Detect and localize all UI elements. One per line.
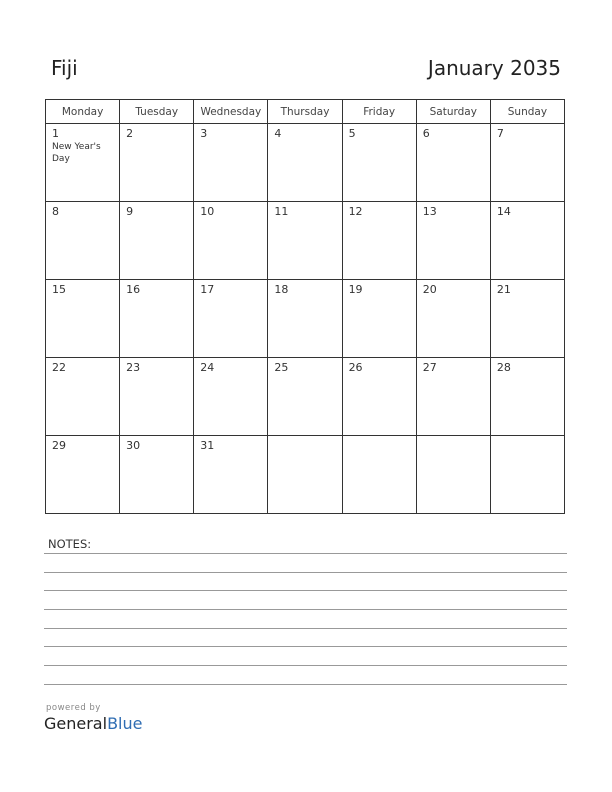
day-number: 25 [274, 361, 289, 374]
day-cell [268, 358, 342, 436]
week-row [46, 436, 565, 514]
day-cell [120, 124, 194, 202]
day-number: 16 [126, 283, 141, 296]
day-cell [490, 280, 564, 358]
weekday-header: Wednesday [194, 100, 268, 124]
day-cell [194, 436, 268, 514]
notes-line [44, 590, 567, 591]
day-cell [490, 124, 564, 202]
day-number: 26 [348, 361, 363, 374]
day-number: 22 [52, 361, 66, 374]
notes-line [44, 646, 567, 647]
brand-logo [44, 703, 142, 733]
day-number: 2 [126, 127, 134, 140]
day-cell [416, 202, 490, 280]
day-cell [46, 436, 120, 514]
brand-general: General [44, 714, 108, 733]
day-cell [194, 202, 268, 280]
day-cell [46, 124, 120, 202]
day-number: 19 [348, 283, 363, 296]
day-number: 6 [422, 127, 430, 140]
day-number: 1 [52, 127, 59, 140]
day-number: 20 [422, 283, 437, 296]
day-cell [342, 280, 416, 358]
day-cell [46, 202, 120, 280]
notes-label: NOTES: [48, 537, 92, 551]
day-number: 12 [348, 205, 363, 218]
brand-name [44, 714, 142, 733]
day-number: 7 [496, 127, 504, 140]
day-cell [268, 280, 342, 358]
empty-day-cell [268, 436, 342, 514]
month-year-title: January 2035 [427, 56, 561, 80]
day-number: 23 [126, 361, 141, 374]
day-number: 31 [200, 439, 215, 452]
weekday-header: Monday [46, 100, 120, 124]
day-cell [120, 436, 194, 514]
day-cell [46, 358, 120, 436]
day-number: 17 [200, 283, 215, 296]
brand-blue: Blue [107, 714, 143, 733]
day-cell [490, 358, 564, 436]
day-number: 11 [274, 205, 289, 218]
day-cell [120, 280, 194, 358]
day-cell [268, 124, 342, 202]
day-number: 28 [496, 361, 511, 374]
day-cell [120, 358, 194, 436]
notes-line [44, 609, 567, 610]
notes-line [44, 684, 567, 685]
day-number: 24 [200, 361, 215, 374]
week-row [46, 202, 565, 280]
day-number: 14 [496, 205, 511, 218]
notes-line [44, 628, 567, 629]
notes-line [44, 572, 567, 573]
day-number: 18 [274, 283, 289, 296]
day-number: 21 [496, 283, 511, 296]
week-row [46, 124, 565, 202]
weekday-header-row [46, 100, 565, 124]
day-number: 15 [52, 283, 66, 296]
day-cell [416, 124, 490, 202]
empty-day-cell [490, 436, 564, 514]
week-row [46, 358, 565, 436]
weekday-header: Sunday [490, 100, 564, 124]
weekday-header: Saturday [416, 100, 490, 124]
day-number: 10 [200, 205, 215, 218]
day-cell [490, 202, 564, 280]
day-number: 4 [274, 127, 282, 140]
day-cell [268, 202, 342, 280]
weekday-header: Thursday [268, 100, 342, 124]
notes-line [44, 553, 567, 554]
day-number: 27 [422, 361, 437, 374]
country-title: Fiji [51, 56, 78, 80]
day-cell [416, 280, 490, 358]
day-cell [194, 358, 268, 436]
day-number: 29 [52, 439, 66, 452]
day-cell [342, 202, 416, 280]
empty-day-cell [416, 436, 490, 514]
weekday-header: Friday [342, 100, 416, 124]
day-cell [194, 124, 268, 202]
day-number: 5 [348, 127, 356, 140]
calendar-grid [45, 99, 565, 514]
day-cell [120, 202, 194, 280]
notes-line [44, 665, 567, 666]
empty-day-cell [342, 436, 416, 514]
day-number: 13 [422, 205, 437, 218]
day-cell [46, 280, 120, 358]
weekday-header: Tuesday [120, 100, 194, 124]
day-number: 8 [52, 205, 59, 218]
day-cell [342, 124, 416, 202]
day-cell [416, 358, 490, 436]
week-row [46, 280, 565, 358]
day-cell [342, 358, 416, 436]
day-number: 3 [200, 127, 208, 140]
holiday-label: New Year's Day [52, 142, 101, 164]
day-cell [194, 280, 268, 358]
day-number: 30 [126, 439, 141, 452]
powered-by-text: powered by [46, 703, 101, 713]
day-number: 9 [126, 205, 134, 218]
